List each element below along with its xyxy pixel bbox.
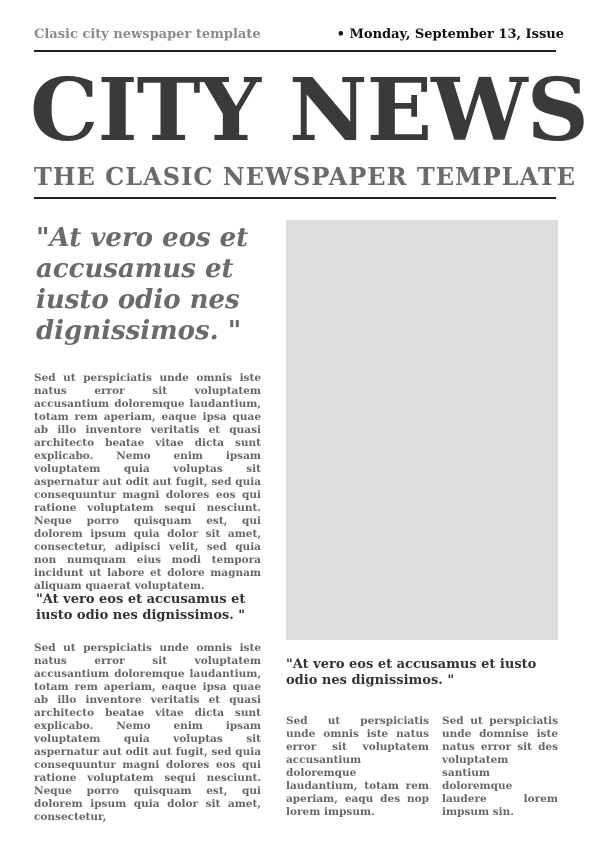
masthead-title: CITY NEWS <box>30 60 588 161</box>
left-body-paragraph-1: Sed ut perspiciatis unde omnis iste natus error sit voluptatem accusantium doloremque laudantium, totam rem aperiam, eaque ipsa quae ab illo inventore veritatis et quasi architecto beatae vitae dicta sunt explicabo. Nemo enim ipsam voluptatem quia voluptas sit aspernatur aut odit aut fugit, sed quia consequuntur magni dolores eos qui ratione voluptatem sequi nesciunt. Neque porro quisquam est, qui dolorem ipsum quia dolor sit amet, consectetur, adipisci velit, sed quia non numquam eius modi tempora incidunt ut labore et dolore magnam aliquam quaerat voluptatem. <box>34 372 261 592</box>
masthead-subtitle: THE CLASIC NEWSPAPER TEMPLATE <box>34 162 576 191</box>
left-body-paragraph-2: Sed ut perspiciatis unde omnis iste natus error sit voluptatem accusantium doloremque laudantium, totam rem aperiam, eaque ipsa quae ab illo inventore veritatis et quasi architecto beatae vitae dicta sunt explicabo. Nemo enim ipsam voluptatem quia voluptas sit aspernatur aut odit aut fugit, sed quia consequuntur magni dolores eos qui ratione voluptatem sequi nesciunt. Neque porro quisquam est, qui dolorem ipsum quia dolor sit amet, consectetur, <box>34 642 261 823</box>
photo-placeholder <box>286 220 558 640</box>
right-body-column-b: Sed ut perspiciatis unde domnise iste natus error sit des voluptatem santium doloremque laudere lorem impsum sin. <box>442 715 558 818</box>
right-body-column-a: Sed ut perspiciatis unde omnis iste natus error sit voluptatem accusantium doloremque laudantium, totam rem aperiam, eaqu des nop lorem impsum. <box>286 715 429 818</box>
header-left-text: Clasic city newspaper template <box>34 27 261 42</box>
masthead-divider <box>34 197 556 199</box>
right-pull-quote: "At vero eos et accusamus et iusto odio nes dignissimos. " <box>286 657 537 688</box>
top-divider <box>34 50 556 52</box>
lead-pull-quote: "At vero eos et accusamus et iusto odio nes dignissimos. " <box>36 223 249 346</box>
header-date-issue: • Monday, September 13, Issue <box>336 27 564 42</box>
left-pull-quote: "At vero eos et accusamus et iusto odio nes dignissimos. " <box>36 592 246 623</box>
